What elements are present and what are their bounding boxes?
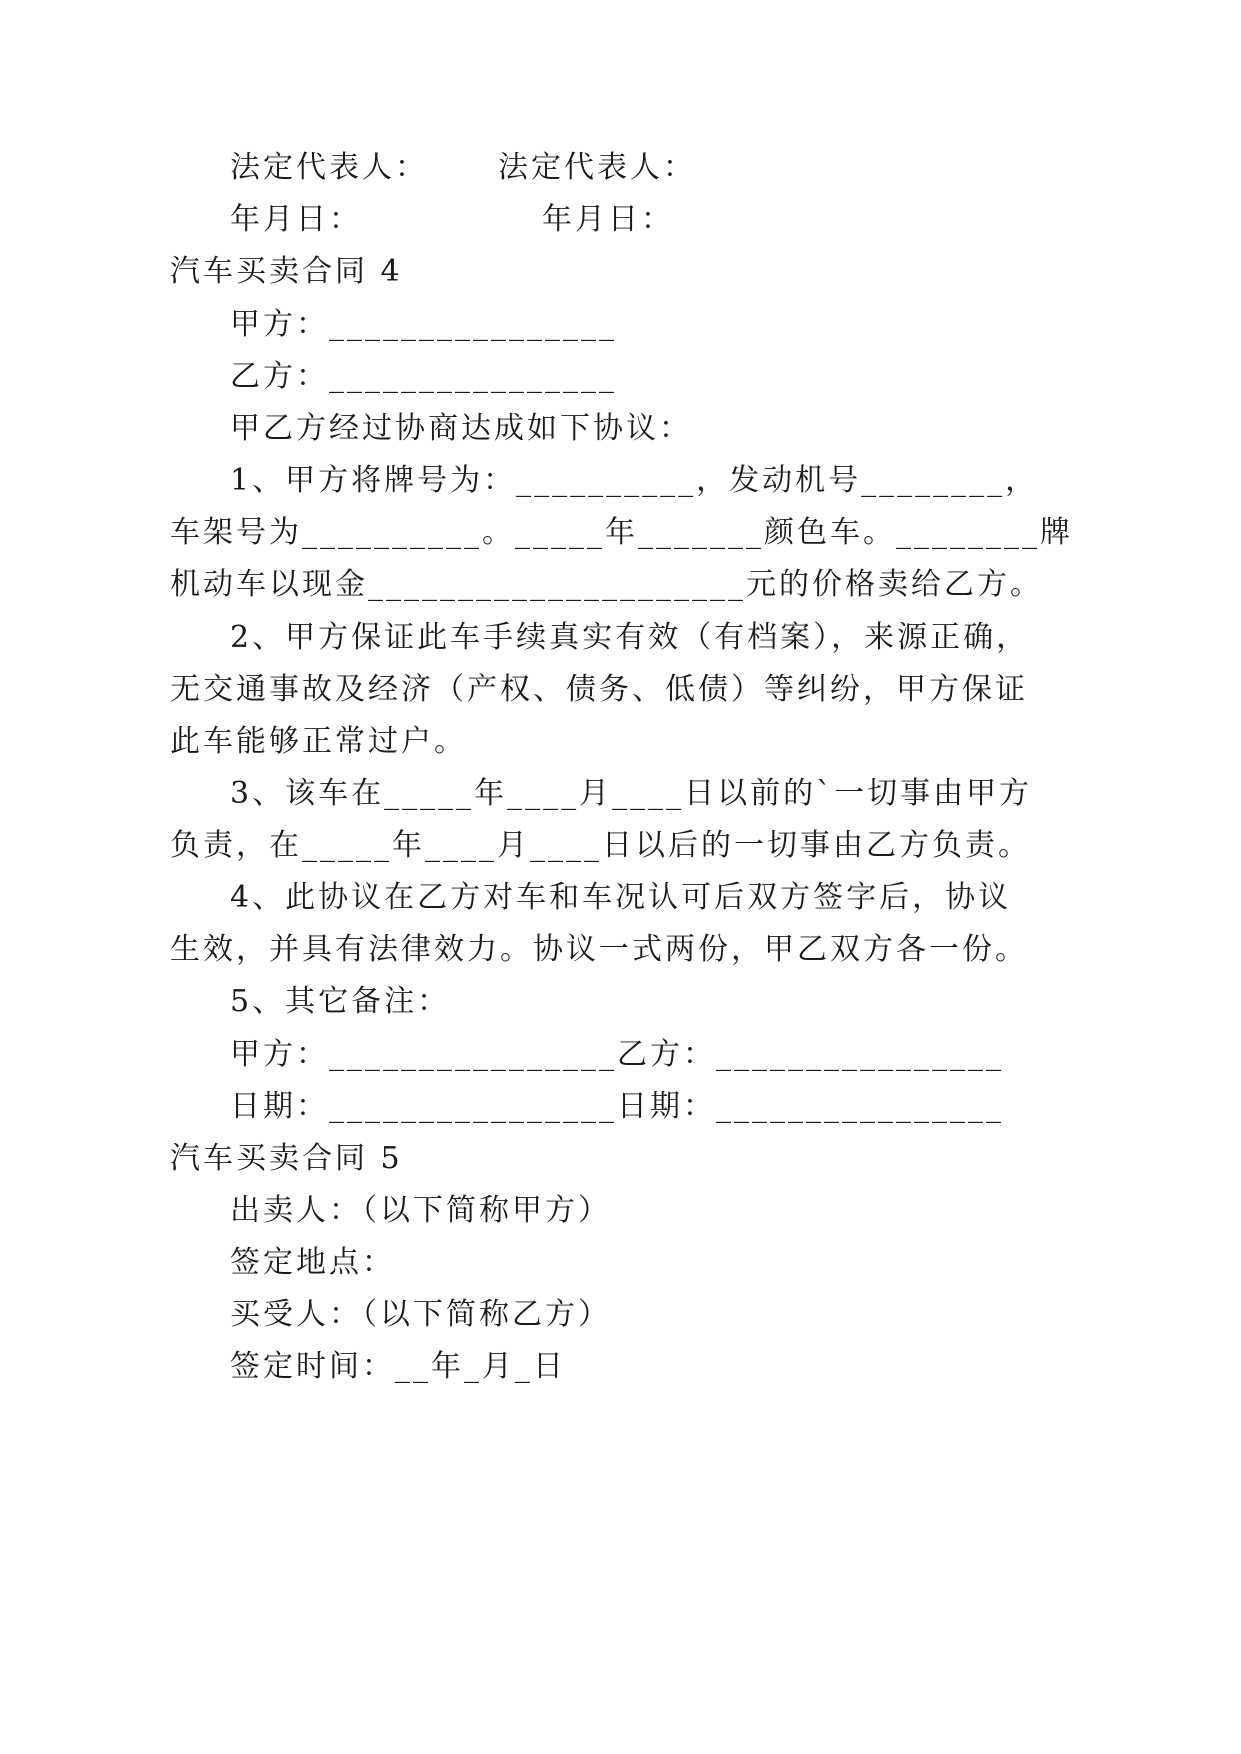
contract4-intro: 甲乙方经过协商达成如下协议： [230,411,692,446]
clause3-line2: 负责，在_____年____月____日以后的一切事由乙方负责。 [170,828,1031,863]
contract5-buyer: 买受人：（以下简称乙方） [230,1297,611,1332]
clause1-line3: 机动车以现金_____________________元的价格卖给乙方。 [170,567,1043,602]
contract4-title: 汽车买卖合同 4 [170,254,403,289]
clause5: 5、其它备注： [230,984,451,1019]
clause2-line1: 2、甲方保证此车手续真实有效（有档案），来源正确， [230,620,1030,655]
contract5-seller: 出卖人：（以下简称甲方） [230,1193,611,1228]
contract5-title: 汽车买卖合同 5 [170,1141,403,1176]
clause4-line1: 4、此协议在乙方对车和车况认可后双方签字后，协议 [230,880,1012,915]
clause4-line2: 生效，并具有法律效力。协议一式两份，甲乙双方各一份。 [170,932,1028,967]
date-line: 日期：________________日期：________________ [230,1089,1004,1124]
date-right: 年月日： [542,202,674,237]
contract5-place: 签定地点： [230,1245,395,1280]
clause1-line1: 1、甲方将牌号为：__________，发动机号________， [230,463,1039,498]
contract4-party-b: 乙方：________________ [230,359,617,394]
date-left: 年月日： [230,202,362,237]
clause1-line2: 车架号为__________。_____年_______颜色车。________牌 [170,515,1073,550]
legal-rep-left: 法定代表人： [230,150,428,185]
contract5-time: 签定时间：__年_月_日 [230,1349,566,1384]
signature-line: 甲方：________________乙方：________________ [230,1037,1004,1072]
legal-rep-right: 法定代表人： [498,150,696,185]
contract4-party-a: 甲方：________________ [230,307,617,342]
clause2-line3: 此车能够正常过户。 [170,724,467,759]
clause2-line2: 无交通事故及经济（产权、债务、低债）等纠纷，甲方保证 [170,672,1028,707]
clause3-line1: 3、该车在_____年____月____日以前的`一切事由甲方 [230,776,1033,811]
